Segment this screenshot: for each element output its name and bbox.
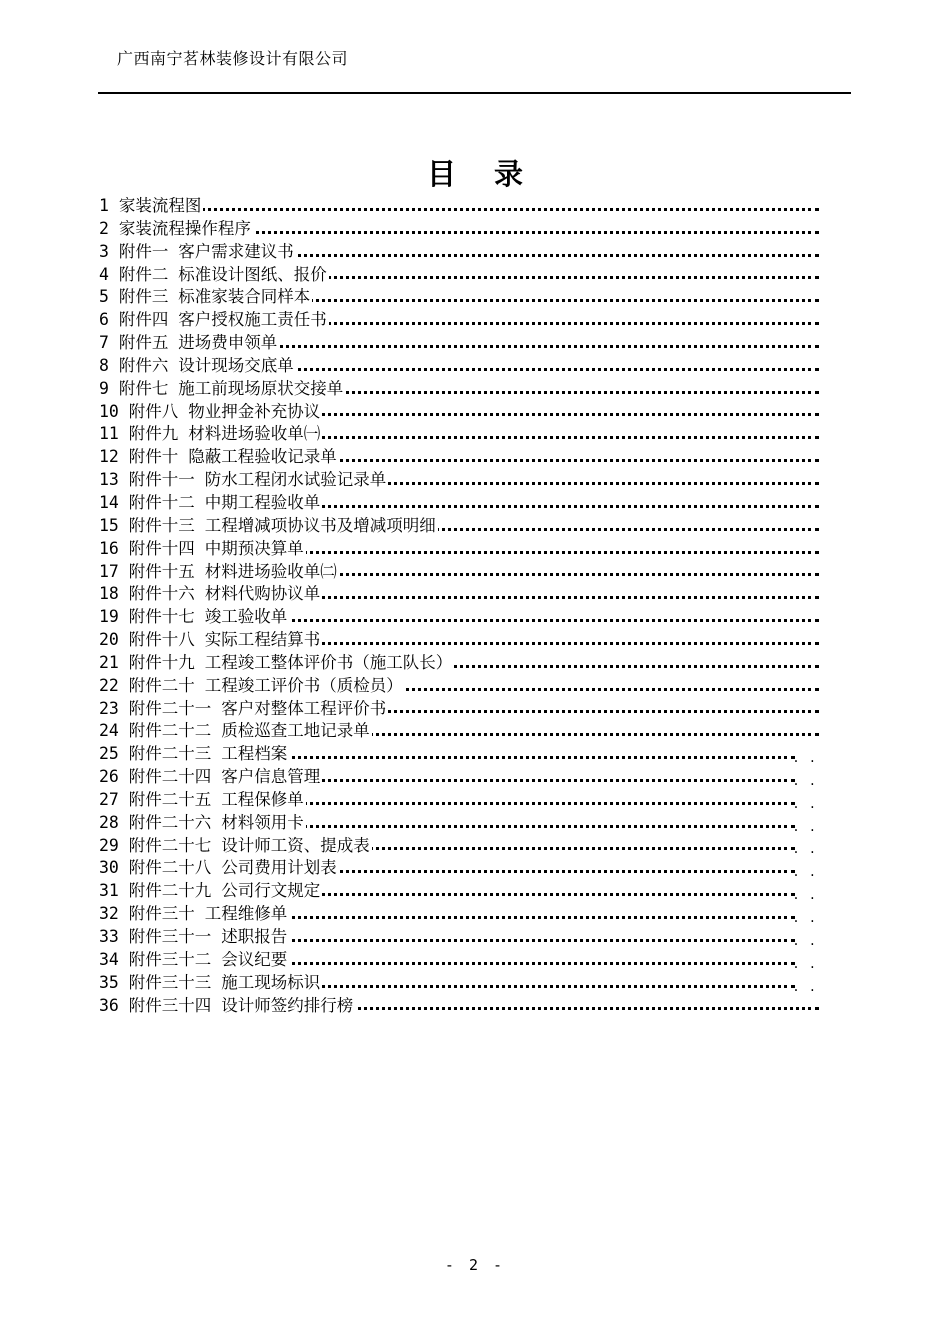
toc-entry[interactable] bbox=[99, 766, 821, 789]
toc-entry[interactable] bbox=[99, 195, 821, 218]
toc-entry-label: 35 附件三十三 施工现场标识 bbox=[99, 972, 321, 992]
table-of-contents bbox=[99, 195, 821, 1017]
toc-entry[interactable] bbox=[99, 355, 821, 378]
toc-entry[interactable] bbox=[99, 561, 821, 584]
toc-entry-label: 15 附件十三 工程增减项协议书及增减项明细 bbox=[99, 515, 436, 535]
toc-entry-label: 32 附件三十 工程维修单 bbox=[99, 904, 288, 924]
toc-entry-label: 6 附件四 客户授权施工责任书 bbox=[99, 310, 327, 330]
toc-entry-label: 24 附件二十二 质检巡查工地记录单 bbox=[99, 721, 370, 741]
toc-entry-label: 22 附件二十 工程竣工评价书（质检员） bbox=[99, 675, 403, 695]
toc-entry[interactable] bbox=[99, 720, 821, 743]
toc-entry-label: 20 附件十八 实际工程结算书 bbox=[99, 630, 321, 650]
toc-entry-label: 21 附件十九 工程竣工整体评价书（施工队长） bbox=[99, 652, 453, 672]
toc-entry[interactable] bbox=[99, 949, 821, 972]
toc-entry-label: 11 附件九 材料进场验收单㈠ bbox=[99, 424, 321, 444]
page-number: - 2 - bbox=[444, 1256, 506, 1274]
toc-entry[interactable] bbox=[99, 995, 821, 1018]
dot-leader bbox=[99, 208, 819, 211]
toc-entry-label: 26 附件二十四 客户信息管理 bbox=[99, 767, 321, 787]
toc-entry-label: 17 附件十五 材料进场验收单㈡ bbox=[99, 561, 337, 581]
toc-entry[interactable] bbox=[99, 675, 821, 698]
toc-entry-label: 10 附件八 物业押金补充协议 bbox=[99, 401, 321, 421]
toc-entry-label: 2 家装流程操作程序 bbox=[99, 218, 251, 238]
toc-entry-label: 27 附件二十五 工程保修单 bbox=[99, 789, 304, 809]
toc-entry[interactable] bbox=[99, 423, 821, 446]
header-divider bbox=[98, 92, 851, 94]
toc-entry[interactable] bbox=[99, 446, 821, 469]
toc-entry[interactable] bbox=[99, 309, 821, 332]
page-title: 目 录 bbox=[426, 157, 538, 191]
toc-entry[interactable] bbox=[99, 241, 821, 264]
toc-entry-label: 14 附件十二 中期工程验收单 bbox=[99, 492, 321, 512]
toc-entry[interactable] bbox=[99, 903, 821, 926]
toc-entry[interactable] bbox=[99, 812, 821, 835]
toc-entry-label: 19 附件十七 竣工验收单 bbox=[99, 607, 288, 627]
toc-entry[interactable] bbox=[99, 857, 821, 880]
toc-entry-label: 34 附件三十二 会议纪要 bbox=[99, 949, 288, 969]
toc-entry[interactable] bbox=[99, 629, 821, 652]
toc-entry[interactable] bbox=[99, 492, 821, 515]
toc-entry[interactable] bbox=[99, 286, 821, 309]
toc-entry-label: 33 附件三十一 述职报告 bbox=[99, 927, 288, 946]
toc-entry-label: 13 附件十一 防水工程闭水试验记录单 bbox=[99, 470, 387, 490]
toc-entry-label: 28 附件二十六 材料领用卡 bbox=[99, 812, 304, 832]
toc-entry-label: 29 附件二十七 设计师工资、提成表 bbox=[99, 835, 370, 855]
toc-entry[interactable] bbox=[99, 743, 821, 766]
toc-entry[interactable] bbox=[99, 926, 821, 949]
toc-entry[interactable] bbox=[99, 401, 821, 424]
toc-entry-label: 25 附件二十三 工程档案 bbox=[99, 744, 288, 764]
toc-entry[interactable] bbox=[99, 606, 821, 629]
toc-entry[interactable] bbox=[99, 378, 821, 401]
toc-entry-label: 31 附件二十九 公司行文规定 bbox=[99, 881, 321, 901]
toc-entry-label: 16 附件十四 中期预决算单 bbox=[99, 538, 304, 558]
toc-entry-label: 36 附件三十四 设计师签约排行榜 bbox=[99, 995, 354, 1015]
toc-entry[interactable] bbox=[99, 515, 821, 538]
toc-entry[interactable] bbox=[99, 972, 821, 995]
toc-entry[interactable] bbox=[99, 835, 821, 858]
toc-entry[interactable] bbox=[99, 218, 821, 241]
toc-entry-label: 1 家装流程图 bbox=[99, 196, 202, 215]
toc-entry[interactable] bbox=[99, 332, 821, 355]
toc-entry-label: 5 附件三 标准家装合同样本 bbox=[99, 287, 311, 307]
company-header: 广西南宁茗林装修设计有限公司 bbox=[117, 51, 349, 68]
toc-entry[interactable] bbox=[99, 469, 821, 492]
toc-entry-label: 23 附件二十一 客户对整体工程评价书 bbox=[99, 698, 387, 718]
toc-entry-label: 3 附件一 客户需求建议书 bbox=[99, 241, 294, 261]
toc-entry[interactable] bbox=[99, 538, 821, 561]
toc-entry-label: 12 附件十 隐蔽工程验收记录单 bbox=[99, 447, 337, 467]
toc-entry-label: 7 附件五 进场费申领单 bbox=[99, 333, 278, 353]
toc-entry-label: 18 附件十六 材料代购协议单 bbox=[99, 584, 321, 604]
toc-entry[interactable] bbox=[99, 789, 821, 812]
toc-entry-label: 4 附件二 标准设计图纸、报价 bbox=[99, 264, 327, 284]
toc-entry[interactable] bbox=[99, 652, 821, 675]
toc-entry[interactable] bbox=[99, 583, 821, 606]
toc-entry[interactable] bbox=[99, 698, 821, 721]
toc-entry-label: 30 附件二十八 公司费用计划表 bbox=[99, 858, 337, 878]
toc-entry-label: 9 附件七 施工前现场原状交接单 bbox=[99, 378, 344, 398]
toc-entry[interactable] bbox=[99, 880, 821, 903]
toc-entry[interactable] bbox=[99, 264, 821, 287]
toc-entry-label: 8 附件六 设计现场交底单 bbox=[99, 355, 294, 375]
